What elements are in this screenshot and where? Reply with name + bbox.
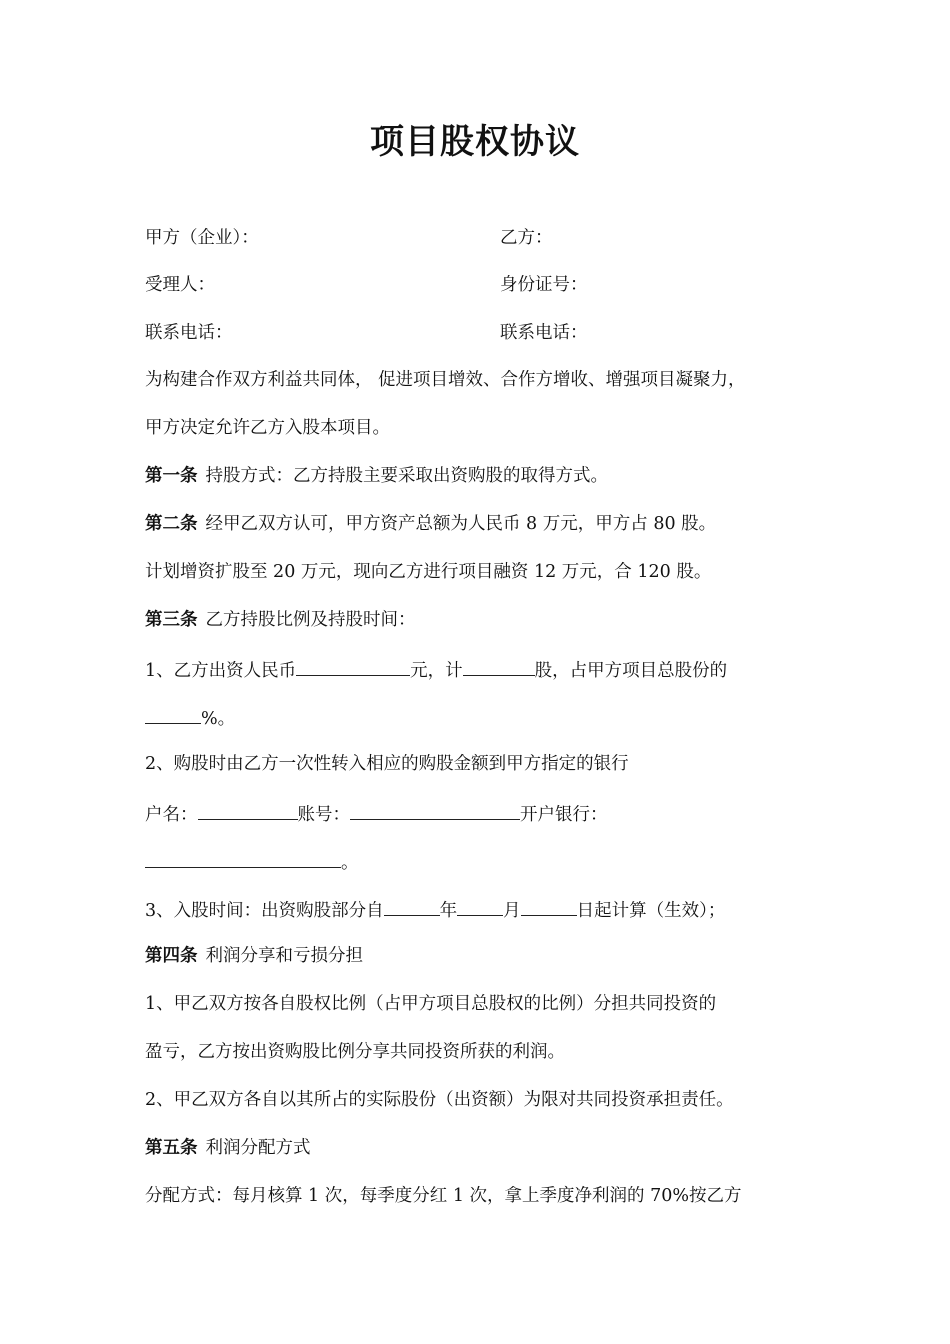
intro-line-1: 为构建合作双方利益共同体， 促进项目增效、合作方增收、增强项目凝聚力，: [145, 370, 746, 390]
article-1: [145, 463, 825, 489]
bank-end: 。: [341, 853, 359, 873]
article-3-item-3: [145, 895, 825, 924]
item-1-prefix: 1、乙方出资人民币: [145, 661, 297, 681]
item-3-prefix: 3、入股时间：出资购股部分自: [145, 901, 384, 921]
shares-blank[interactable]: [463, 655, 535, 676]
party-row-3: [145, 320, 825, 346]
account-number-label: 账号：: [297, 805, 350, 825]
article-5: [145, 1135, 825, 1161]
article-2: [145, 511, 825, 537]
year-label: 年: [439, 901, 458, 921]
article-5-heading: 第五条: [145, 1138, 198, 1158]
article-3-item-1: [145, 655, 825, 684]
article-3-text: 乙方持股比例及持股时间：: [205, 610, 416, 630]
account-name-label: 户名：: [145, 805, 198, 825]
article-3-heading: 第三条: [145, 610, 198, 630]
month-label: 月: [503, 901, 521, 921]
article-2-line-2: 计划增资扩股至 20 万元，现向乙方进行项目融资 12 万元，合 120 股。: [145, 562, 712, 582]
year-blank[interactable]: [384, 895, 440, 916]
bank-name-row: [145, 847, 825, 876]
article-3-item-1-line-2: [145, 703, 825, 732]
phone-a-label: 联系电话：: [145, 323, 233, 343]
article-5-line-1: 分配方式：每月核算 1 次，每季度分红 1 次，拿上季度净利润的 70%按乙方: [145, 1186, 742, 1206]
party-a-label: 甲方（企业）：: [145, 228, 259, 248]
bank-label: 开户银行：: [520, 805, 608, 825]
article-2-text: 经甲乙双方认可，甲方资产总额为人民币 8 万元，甲方占 80 股。: [205, 514, 717, 534]
item-1-unit: 元，计: [410, 661, 463, 681]
article-4: [145, 943, 825, 969]
article-5-text: 利润分配方式: [205, 1138, 311, 1158]
phone-b-label: 联系电话：: [500, 323, 588, 343]
item-3-suffix: 日起计算（生效）；: [576, 901, 726, 921]
document-title: 项目股权协议: [370, 122, 580, 162]
article-4-item-2: 2、甲乙双方各自以其所占的实际股份（出资额）为限对共同投资承担责任。: [145, 1090, 734, 1110]
party-row-2: [145, 272, 825, 298]
bank-name-blank[interactable]: [145, 847, 341, 868]
intro-line-2: 甲方决定允许乙方入股本项目。: [145, 418, 390, 438]
article-2-heading: 第二条: [145, 514, 198, 534]
percent-sign: %。: [201, 709, 236, 729]
account-number-blank[interactable]: [350, 799, 520, 820]
bank-account-row: [145, 799, 825, 828]
id-number-label: 身份证号：: [500, 275, 588, 295]
account-name-blank[interactable]: [198, 799, 298, 820]
article-3: [145, 607, 825, 633]
article-1-text: 持股方式：乙方持股主要采取出资购股的取得方式。: [205, 466, 608, 486]
party-row-1: [145, 225, 825, 251]
agent-label: 受理人：: [145, 275, 215, 295]
item-1-suffix: 股，占甲方项目总股份的: [534, 661, 728, 681]
article-4-item-1-line-1: 1、甲乙双方按各自股权比例（占甲方项目总股权的比例）分担共同投资的: [145, 994, 717, 1014]
month-blank[interactable]: [457, 895, 503, 916]
percent-blank[interactable]: [145, 703, 201, 724]
article-1-heading: 第一条: [145, 466, 198, 486]
day-blank[interactable]: [521, 895, 577, 916]
party-b-label: 乙方：: [500, 228, 553, 248]
amount-blank[interactable]: [296, 655, 410, 676]
article-4-text: 利润分享和亏损分担: [205, 946, 363, 966]
article-3-item-2: 2、购股时由乙方一次性转入相应的购股金额到甲方指定的银行: [145, 754, 629, 774]
article-4-item-1-line-2: 盈亏，乙方按出资购股比例分享共同投资所获的利润。: [145, 1042, 565, 1062]
article-4-heading: 第四条: [145, 946, 198, 966]
